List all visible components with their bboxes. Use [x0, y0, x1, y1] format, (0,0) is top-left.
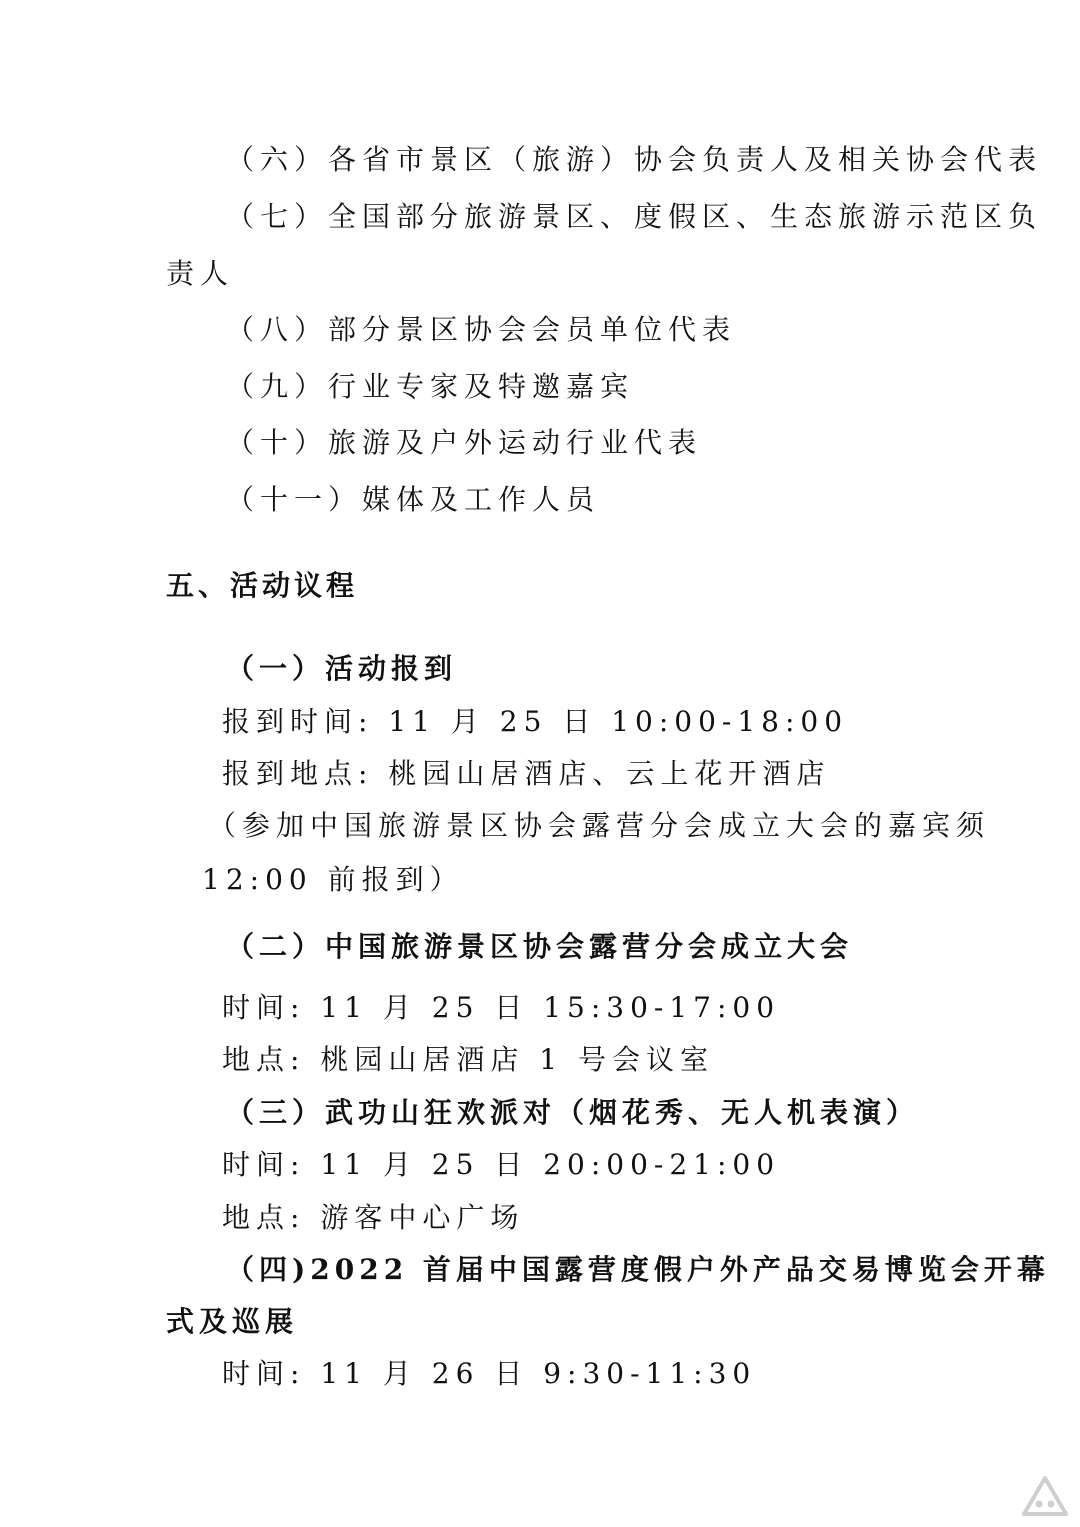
agenda-founding-meeting-title: （二）中国旅游景区协会露营分会成立大会 — [226, 930, 854, 963]
section-title-agenda: 五、活动议程 — [166, 569, 359, 602]
participant-item-7: （七）全国部分旅游景区、度假区、生态旅游示范区负 — [226, 200, 1043, 233]
agenda-registration-title: （一）活动报到 — [226, 652, 458, 685]
participant-item-6: （六）各省市景区（旅游）协会负责人及相关协会代表 — [226, 143, 1043, 176]
agenda-expo-title-continued: 式及巡展 — [166, 1305, 299, 1338]
agenda-registration-place: 报到地点: 桃园山居酒店、云上花开酒店 — [222, 757, 831, 790]
agenda-expo-title: （四)2022 首届中国露营度假户外产品交易博览会开幕 — [226, 1253, 1050, 1286]
agenda-founding-meeting-place: 地点: 桃园山居酒店 1 号会议室 — [222, 1043, 714, 1076]
agenda-party-title: （三）武功山狂欢派对（烟花秀、无人机表演） — [226, 1096, 920, 1129]
participant-item-8: （八）部分景区协会会员单位代表 — [226, 313, 737, 346]
agenda-expo-time: 时间: 11 月 26 日 9:30-11:30 — [222, 1357, 757, 1390]
agenda-party-place: 地点: 游客中心广场 — [222, 1201, 525, 1234]
agenda-registration-note: （参加中国旅游景区协会露营分会成立大会的嘉宾须 — [208, 809, 991, 842]
agenda-registration-note-continued: 12:00 前报到） — [202, 863, 464, 896]
agenda-party-time: 时间: 11 月 25 日 20:00-21:00 — [222, 1148, 781, 1181]
agenda-founding-meeting-time: 时间: 11 月 25 日 15:30-17:00 — [222, 991, 781, 1024]
participant-item-7-continued: 责人 — [166, 257, 235, 290]
agenda-registration-time: 报到时间: 11 月 25 日 10:00-18:00 — [222, 705, 849, 738]
participant-item-10: （十）旅游及户外运动行业代表 — [226, 426, 703, 459]
wechat-watermark-icon — [1020, 1474, 1070, 1518]
participant-item-11: （十一）媒体及工作人员 — [226, 483, 601, 516]
participant-item-9: （九）行业专家及特邀嘉宾 — [226, 370, 635, 403]
